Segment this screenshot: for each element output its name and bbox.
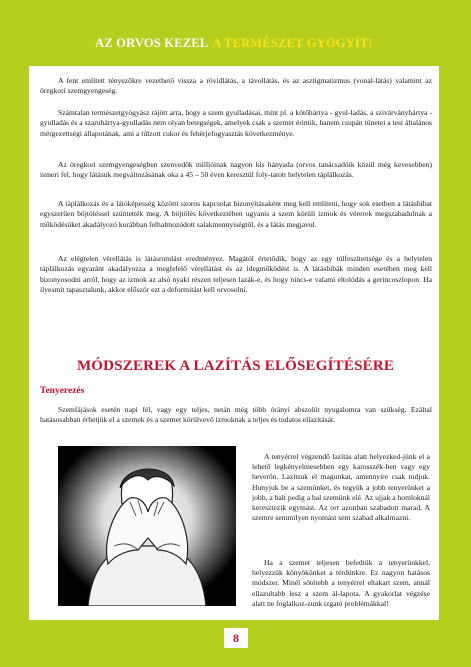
banner-part2: A TERMÉSZET GYÓGYÍT! [212,35,373,50]
column-paragraph-2: Ha a szemet teljesen befedtük a tenyerünkkel, helyezzük könyökünket a térdünkre. Ez nagyon hatásos módszer. Minél sötétebb a tenyérrel eltakart szem, annál ellazultabb lesz a szem ál-lapota. A gyakorlat végzése alatt ne foglalkoz-zunk izgató problémákkal! [252,558,430,608]
subheading: Tenyerezés [40,386,85,396]
header-banner [29,24,439,62]
paragraph-5: Az elégtelen vérellátás is látásromlást eredményez. Magától értetődik, hogy az egy túlfeszítettsége és a helytelen táplálkozás egyaránt akadályozza a megfelelő vérellátást és az idegműködést is. A látásbíbák minden esetében meg kell bizonyosodni arról, hogy az izmok az alsó nyaki részen teljesen lazák-e, és hogy nincs-e valami eltolódás a gerincoszlopon. Ha ilyesmit tapasztalunk, akkor először ezt a deformitást kell orvosolni. [40,254,432,295]
intro-paragraph: Szemfájások esetén napi fél, vagy egy teljes, netán még több órányi abszolút nyugalomra van szükség. Ezáltal hatásosabban érhetjük el a szemek és a szemet körülvevő izmoknak a teljes és tudatos ellazítását. [40,405,432,425]
paragraph-4: A táplálkozás és a látóképesség közötti szoros kapcsolat bizonyításaként meg kell említeni, hogy sok esetben a látásbíbat egyszerűen böjtöléssel szüntették meg. A böjtölés következtében ugyanis a szem körüli izmok és vérerek megszabadulnak a működésüket akadályozó korábban felhalmozódott salakmennyiségtől, és a látás megjavul. [40,199,432,229]
paragraph-3: Az öregkori szemgyengeségben szenvedők millióinak nagyon kis hányada (orvos tanácsadóik közül még kevesebben) ismeri fel, hogy látásuk megváltozásának oka a 45 – 50 éven keresztül foly-tatott helytelen táplálkozás. [40,160,432,180]
illustration-person-palming [58,446,236,606]
page-number: 8 [224,628,248,648]
column-paragraph-1: A tenyérrel végzendő lazítás alatt helyezked-jünk el a lehető legkényelmesebben egy karosszék-ben vagy egy heverőn. Lazítsuk el magunkat, amennyire csak tudjuk. Hunyjuk be a szemünket, és tegyük a jobb tenyerünket a jobb, a balt pedig a bal szemünk elé. Az ujjak a homloknál keresztezik egymást. Az orr azonban szabadon marad. A szemre semmilyen nyomást sem szabad alkalmazni. [252,452,430,523]
paragraph-1: A fent említett tényezőkre vezethető vissza a rövidlátás, a távollátás, és az asztigmatizmus (vonal-látás) valamint az öregkori szemgyengeség. [40,76,432,96]
section-heading: MÓDSZEREK A LAZÍTÁS ELŐSEGÍTÉSÉRE [76,358,395,374]
paragraph-2: Számtalan természetgyógyász rájött arra, hogy a szem gyulladásai, mint pl. a kötőhártya - gyul-ladás, a szivárványhártya - gyulladás és a szaruhártya-gyulladás nem olyan betegségek, amelyek csak a szemet érintik, hanem csupán tünetei a test általános mérgezettségi állapotának, ami a túlzott cukor és fehérjefogyasztás következménye. [40,108,432,138]
banner-part1: AZ ORVOS KEZEL [95,35,209,50]
